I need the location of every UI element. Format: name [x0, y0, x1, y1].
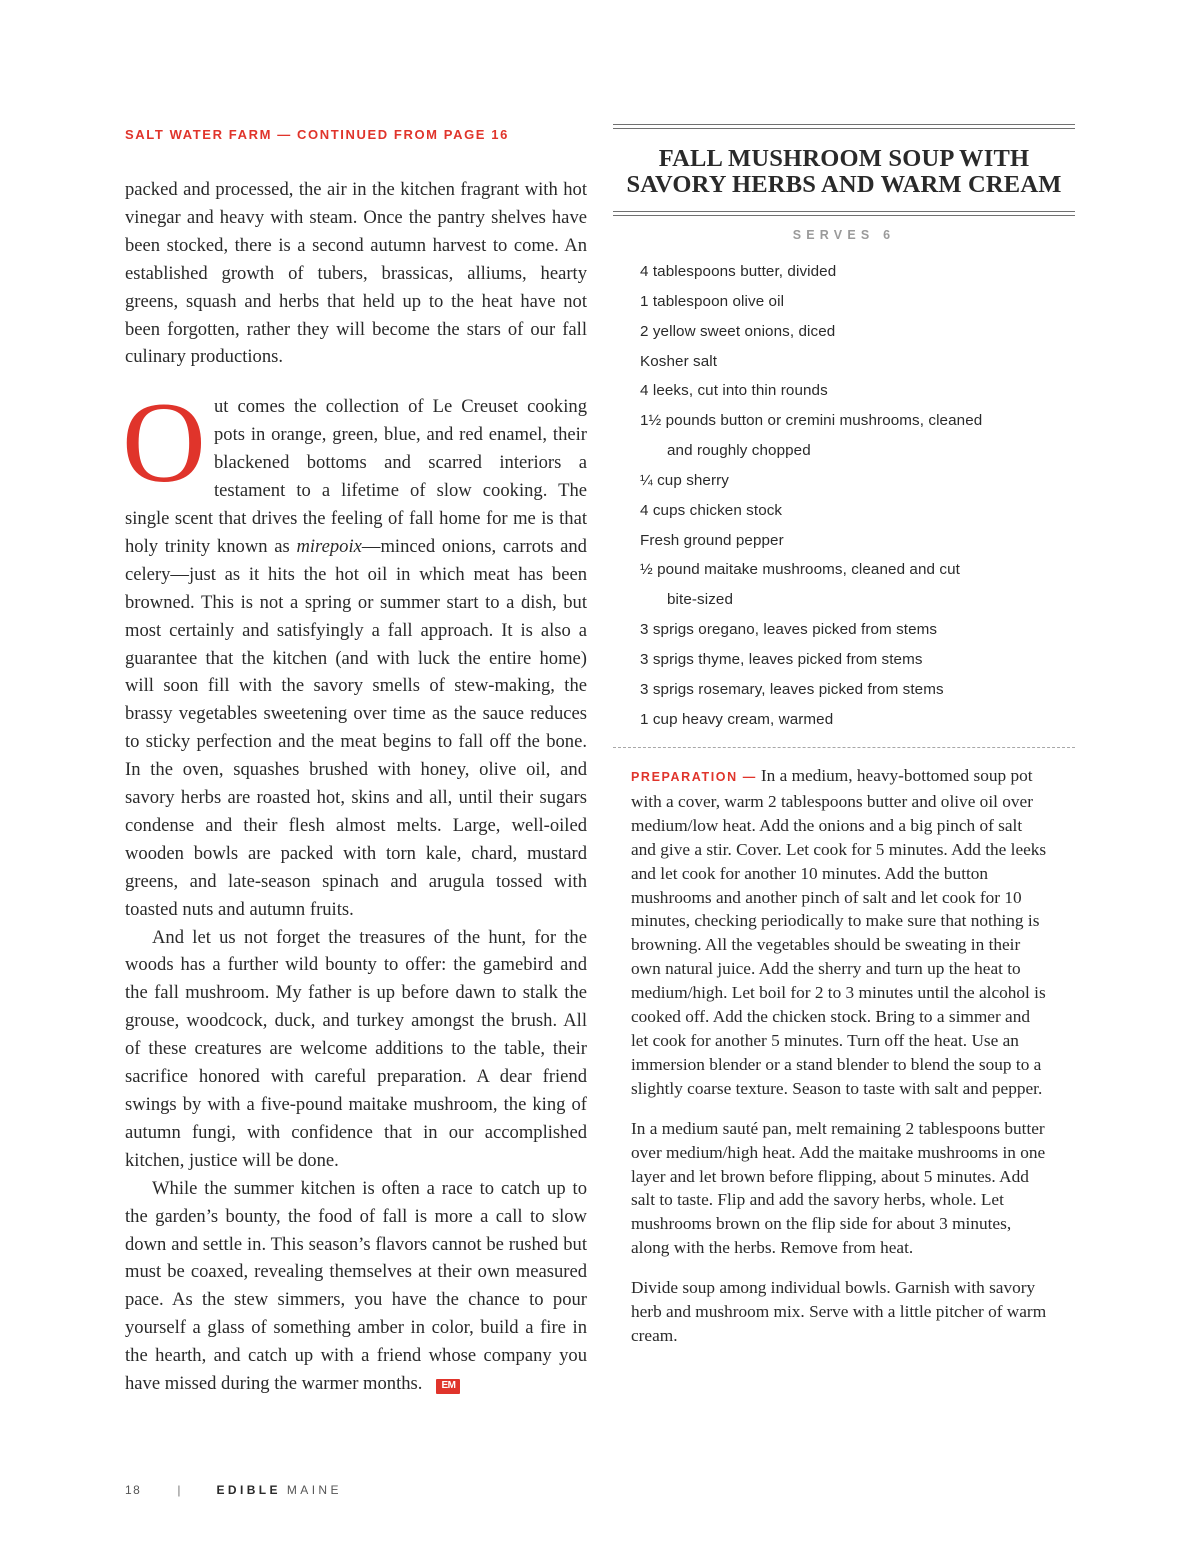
drop-cap: O: [122, 379, 206, 508]
ingredient-item: [640, 406, 1080, 466]
ingredient-text: 4 leeks, cut into thin rounds: [640, 382, 828, 400]
magazine-name-bold: EDIBLE: [216, 1483, 281, 1497]
ingredient-item: [640, 257, 1080, 287]
magazine-name-light: MAINE: [286, 1483, 342, 1497]
ingredient-item: [640, 317, 1080, 347]
ingredient-text: Fresh ground pepper: [640, 531, 784, 549]
ingredient-item: [640, 466, 1080, 496]
recipe-title-line-2: SAVORY HERBS AND WARM CREAM: [626, 171, 1062, 198]
preparation-paragraph: Divide soup among individual bowls. Garnish with savory herb and mushroom mix. Serve with a little pitcher of warm cream.: [631, 1278, 1047, 1345]
ingredient-text-continued: bite-sized: [667, 591, 733, 609]
ingredient-item: [640, 347, 1080, 377]
ingredient-text: 3 sprigs rosemary, leaves picked from stems: [640, 680, 944, 698]
ingredient-item: [640, 376, 1080, 406]
preparation-section: [631, 764, 1051, 1348]
ingredient-text: 4 cups chicken stock: [640, 501, 783, 519]
ingredient-text: Kosher salt: [640, 352, 718, 370]
recipe-title: [613, 146, 1075, 198]
ingredient-text: ½ pound maitake mushrooms, cleaned and cut: [640, 561, 960, 579]
article-paragraph: And let us not forget the treasures of the hunt, for the woods has a further wild bounty to offer: the gamebird and the fall mushroom. My father is up before dawn to stalk the grouse, woodcock, duck, and turkey amongst the brush. All of these creatures are welcome additions to the table, their sacrifice honored with careful preparation. A dear friend swings by with a five-pound maitake mushroom, the king of autumn fungi, with confidence that in our accomplished kitchen, justice will be done.: [125, 926, 587, 1171]
ingredient-list: [640, 257, 1080, 735]
ingredient-text-continued: and roughly chopped: [667, 442, 811, 460]
edible-maine-end-logo: EM: [436, 1379, 460, 1394]
article-paragraph-dropcap: [122, 379, 587, 923]
article-text: ut comes the collection of Le Creuset cooking pots in orange, green, blue, and red enamel, their blackened bottoms and scarred interiors a testament to a lifetime of slow cooking. The single scent that drives the feeling of fall home for me is that holy trinity known as: [125, 396, 587, 557]
article-text: While the summer kitchen is often a race to catch up to the garden’s bounty, the food of fall is more a call to slow down and settle in. This season’s flavors cannot be rushed but must be coaxed, revealing themselves at their own measured pace. As the stew simmers, you have the chance to pour yourself a glass of something amber in color, build a fire in the hearth, and catch up with a friend whose company you have missed during the warmer months.: [125, 1177, 587, 1395]
ingredient-text: 2 yellow sweet onions, diced: [640, 322, 836, 340]
article-italic-term: mirepoix: [296, 535, 362, 557]
article-paragraph: packed and processed, the air in the kitchen fragrant with hot vinegar and heavy with steam. Once the pantry shelves have been stocked, there is a second autumn harvest to come. An established growth of tubers, brassicas, alliums, hearty greens, squash and herbs that held up to the heat have not been forgotten, rather they will become the stars of our fall culinary productions.: [125, 179, 587, 368]
ingredient-item: [640, 496, 1080, 526]
dashed-divider: [613, 747, 1075, 748]
serves-label: SERVES 6: [792, 228, 896, 242]
preparation-paragraph: [631, 764, 1051, 1101]
ingredient-text: 3 sprigs thyme, leaves picked from stems: [640, 650, 923, 668]
preparation-paragraph: In a medium sauté pan, melt remaining 2 tablespoons butter over medium/high heat. Add the maitake mushrooms in one layer and let brown before flipping, about 5 minutes. Add salt to taste. Flip and add the savory herbs, whole. Let mushrooms brown on the flip side for about 3 minutes, along with the herbs. Remove from heat.: [631, 1118, 1046, 1258]
title-rule-bottom: [613, 211, 1075, 216]
page-footer: [125, 1483, 342, 1497]
title-rule-top: [613, 124, 1075, 129]
ingredient-text: 1 tablespoon olive oil: [640, 292, 785, 310]
ingredient-item: [640, 287, 1080, 317]
ingredient-item: [640, 705, 1080, 735]
ingredient-item: [640, 645, 1080, 675]
footer-separator: |: [177, 1483, 181, 1497]
article-text: —minced onions, carrots and celery—just as it hits the hot oil in which meat has been browned. This is not a spring or summer start to a dish, but most certainly and satisfyingly a fall approach. It is also a guarantee that the kitchen (and with luck the entire home) will soon fill with the savory smells of stew-making, the brassy vegetables sweetening over time as the sauce reduces to sticky perfection and the meat begins to fall off the bone. In the oven, squashes brushed with honey, olive oil, and savory herbs are roasted hot, skins and all, until their sugars condense and their flesh almost melts. Large, well-oiled wooden bowls are packed with torn kale, chard, mustard greens, and late-season spinach and arugula tossed with toasted nuts and autumn fruits.: [125, 535, 587, 920]
ingredient-item: [640, 526, 1080, 556]
article-paragraph-final: [125, 1175, 587, 1398]
preparation-label: PREPARATION —: [631, 770, 757, 784]
ingredient-text: ¼ cup sherry: [640, 471, 729, 489]
section-kicker: SALT WATER FARM — CONTINUED FROM PAGE 16: [125, 127, 509, 142]
article-column: [122, 176, 587, 1398]
ingredient-text: 1½ pounds button or cremini mushrooms, cleaned: [640, 412, 983, 430]
ingredient-text: 3 sprigs oregano, leaves picked from stems: [640, 621, 938, 639]
page-number: 18: [125, 1483, 142, 1497]
recipe-title-line-1: FALL MUSHROOM SOUP WITH: [658, 145, 1030, 172]
ingredient-text: 4 tablespoons butter, divided: [640, 263, 837, 280]
ingredient-text: 1 cup heavy cream, warmed: [640, 710, 834, 728]
ingredient-item: [640, 675, 1080, 705]
ingredient-item: [640, 615, 1080, 645]
preparation-text: In a medium, heavy-bottomed soup pot with a cover, warm 2 tablespoons butter and olive oil over medium/low heat. Add the onions and a big pinch of salt and give a stir. Cover. Let cook for 5 minutes. Add the leeks and let cook for another 10 minutes. Add the button mushrooms and another pinch of salt and let cook for 10 minutes, checking periodically to make sure that nothing is browning. All the vegetables should be sweating in their own natural juice. Add the sherry and turn up the heat to medium/high. Let boil for 2 to 3 minutes until the alcohol is cooked off. Add the chicken stock. Bring to a simmer and let cook for another 5 minutes. Turn off the heat. Use an immersion blender or a stand blender to blend the soup to a slightly coarse texture. Season to taste with salt and pepper.: [631, 766, 1047, 1098]
ingredient-item: [640, 555, 1080, 615]
